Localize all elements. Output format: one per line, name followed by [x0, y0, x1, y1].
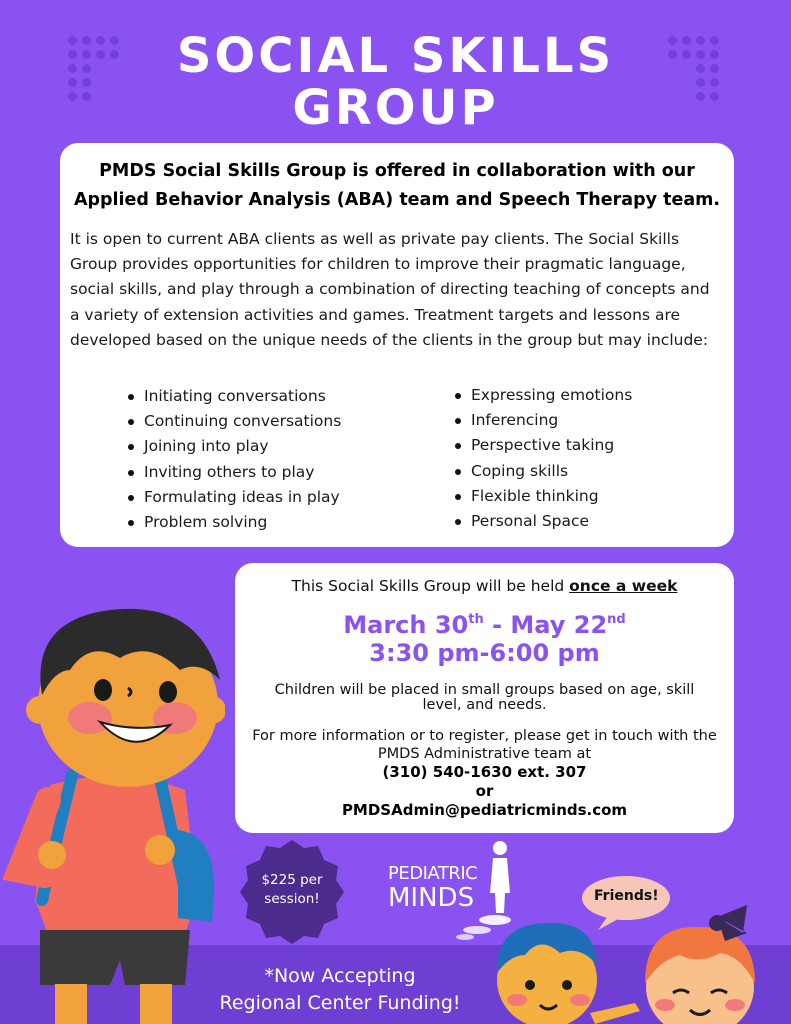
- skills-list-left: [126, 384, 341, 535]
- title-line-2: GROUP: [292, 80, 499, 136]
- list-item: Problem solving: [126, 510, 341, 535]
- list-item: Expressing emotions: [453, 383, 632, 408]
- funding-notice-line-2: Regional Center Funding!: [219, 992, 461, 1014]
- page-title: [0, 30, 791, 134]
- frequency-prefix: This Social Skills Group will be held: [291, 577, 570, 595]
- funding-notice-line-1: *Now Accepting: [264, 965, 416, 987]
- session-time: 3:30 pm-6:00 pm: [369, 639, 600, 667]
- list-item: Inviting others to play: [126, 460, 341, 485]
- list-item: Initiating conversations: [126, 384, 341, 409]
- frequency-emphasis: once a week: [569, 577, 678, 595]
- list-item: Perspective taking: [453, 433, 632, 458]
- price-badge-line-1: $225 per: [261, 872, 323, 888]
- list-item: Flexible thinking: [453, 484, 632, 509]
- phone-number[interactable]: (310) 540-1630 ext. 307: [382, 763, 587, 781]
- start-date: March 30: [343, 611, 469, 639]
- frequency-text: [235, 575, 734, 597]
- logo-line-2: MINDS: [388, 883, 475, 913]
- contact-text: For more information or to register, please get in touch with the PMDS Administrative team at: [252, 728, 717, 762]
- price-badge: [238, 871, 346, 909]
- funding-notice: [180, 963, 500, 1017]
- logo-line-1: PEDIATRIC: [388, 863, 478, 884]
- or-text: or: [475, 782, 494, 800]
- list-item: Continuing conversations: [126, 409, 341, 434]
- list-item: Formulating ideas in play: [126, 485, 341, 510]
- speech-bubble: Friends!: [594, 888, 659, 904]
- kids-illustration: [485, 905, 791, 1024]
- date-separator: -: [483, 611, 511, 639]
- list-item: Joining into play: [126, 434, 341, 459]
- intro-lead: PMDS Social Skills Group is offered in collaboration with our Applied Behavior Analysis (ABA) team and Speech Therapy team.: [73, 161, 721, 210]
- boy-with-backpack-illustration: [0, 600, 225, 1024]
- email-link[interactable]: PMDSAdmin@pediatricminds.com: [341, 801, 628, 819]
- placement-text: Children will be placed in small groups based on age, skill level, and needs.: [274, 682, 695, 713]
- end-date: May 22: [510, 611, 608, 639]
- start-date-suffix: th: [468, 612, 484, 627]
- title-line-1: SOCIAL SKILLS: [176, 28, 615, 84]
- schedule-card: [235, 563, 734, 833]
- date-range: [235, 611, 734, 667]
- end-date-suffix: nd: [607, 612, 626, 627]
- list-item: Personal Space: [453, 509, 632, 534]
- skills-list-right: [453, 383, 632, 534]
- price-badge-line-2: session!: [264, 891, 320, 907]
- list-item: Coping skills: [453, 459, 632, 484]
- intro-body: It is open to current ABA clients as well as private pay clients. The Social Skills Group provides opportunities for children to improve their pragmatic language, social skills, and play through a combination of directing teaching of concepts and a variety of extension activities and games. Treatment targets and lessons are developed based on the unique needs of the clients in the group but may include:: [70, 230, 710, 349]
- list-item: Inferencing: [453, 408, 632, 433]
